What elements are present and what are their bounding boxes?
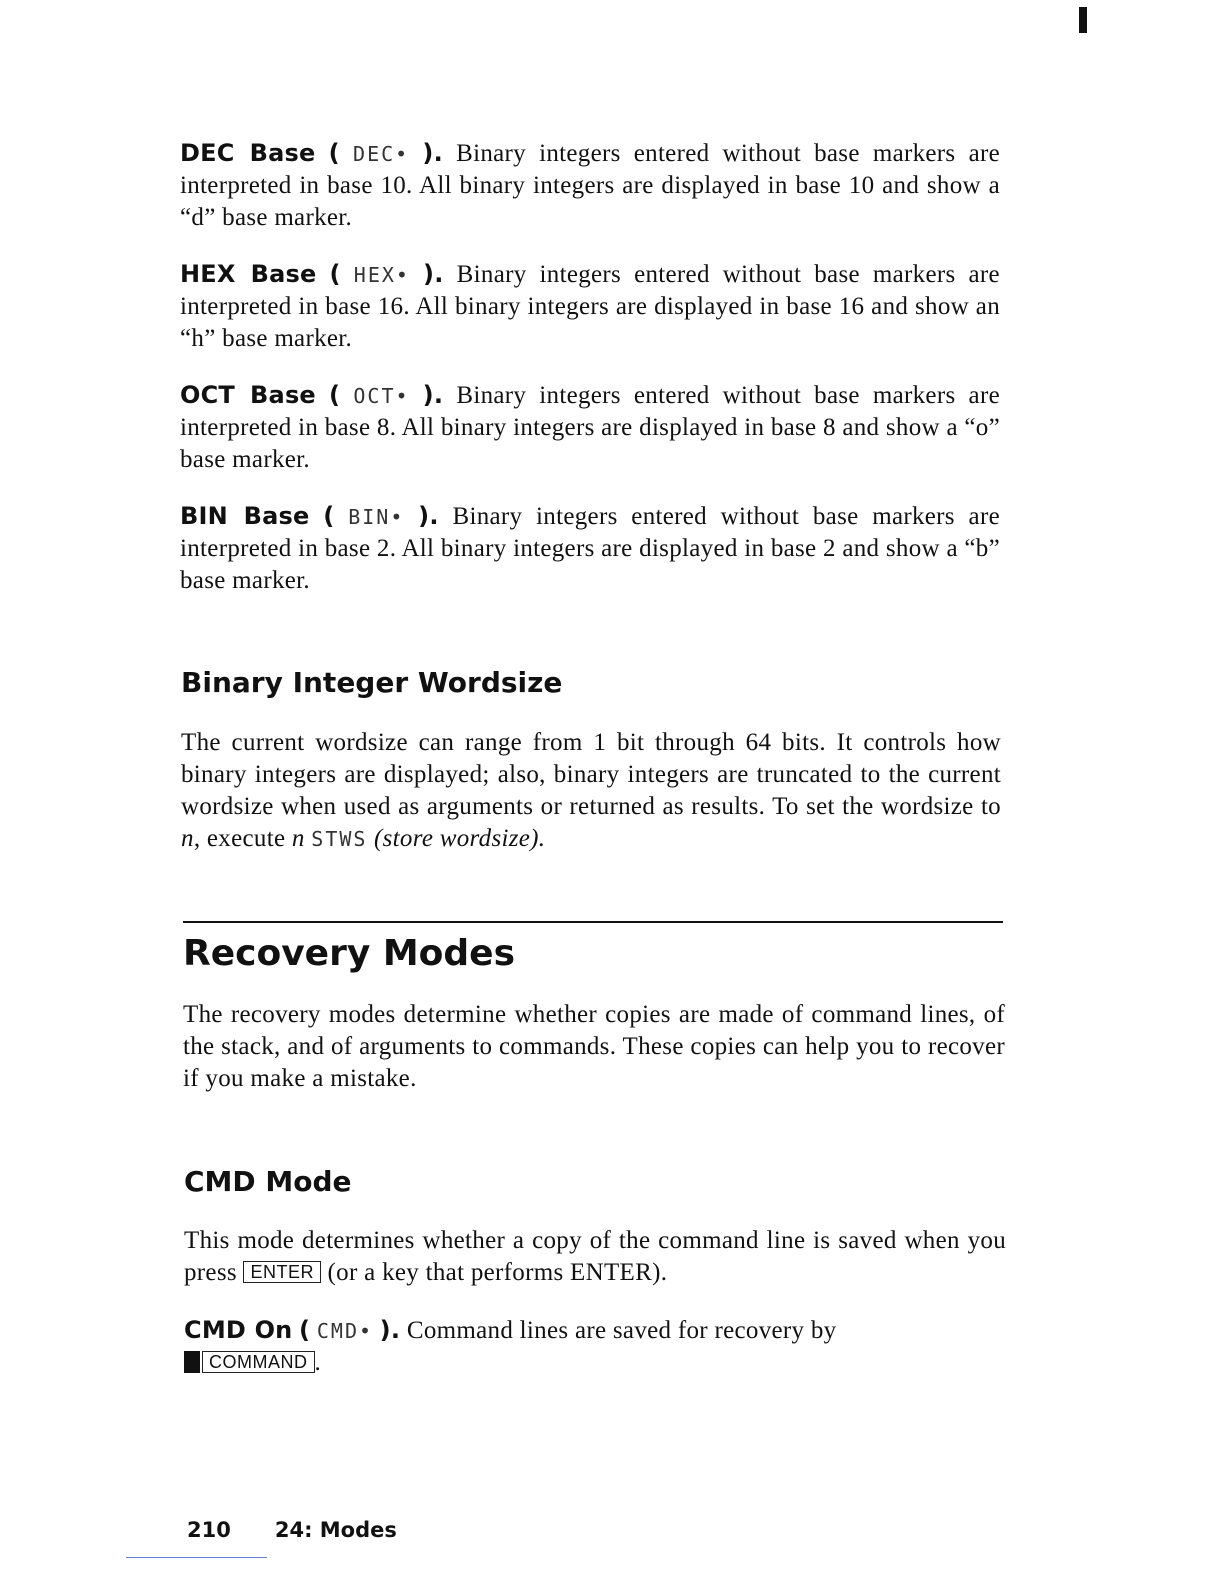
page-number: 210	[187, 1518, 231, 1542]
dec-base-lead: DEC Base	[180, 139, 316, 167]
cmd-on-end: .	[314, 1349, 322, 1376]
wordsize-var-n: n	[181, 825, 194, 852]
command-key: COMMAND	[202, 1351, 315, 1373]
chapter-title: 24: Modes	[274, 1518, 397, 1542]
recovery-paragraph	[183, 999, 1005, 1095]
cmd-mode-text-2: (or a key that performs ENTER).	[327, 1259, 668, 1286]
wordsize-var-n2: n	[291, 825, 305, 852]
cmd-marker: •	[359, 1319, 374, 1343]
page-footer	[187, 1518, 441, 1542]
enter-key: ENTER	[243, 1261, 321, 1283]
cmd-on-paragraph: CMD On ( CMD• ). Command lines are saved for recovery by COMMAND .	[184, 1316, 837, 1376]
dec-display: DEC	[353, 142, 396, 166]
hex-base-paragraph: HEX Base ( HEX• ). Binary integers entered without base markers are interpreted in base 16. All binary integers are displayed in base 16 and show an “h” base marker.	[180, 260, 1000, 352]
cmd-mode-paragraph	[184, 1225, 1006, 1289]
cmd-mode-heading: CMD Mode	[184, 1165, 352, 1198]
wordsize-paragraph	[181, 727, 1001, 855]
oct-base-paragraph: OCT Base ( OCT• ). Binary integers entered without base markers are interpreted in base 8. All binary integers are displayed in base 8 and show a “o” base marker.	[180, 381, 1000, 473]
hex-base-text: Binary integers entered without base markers are interpreted in base 16. All binary integers are displayed in base 16 and show an “h” base marker.	[180, 261, 1000, 352]
oct-base-text: Binary integers entered without base markers are interpreted in base 8. All binary integers are displayed in base 8 and show a “o” base marker.	[180, 382, 1000, 473]
footer-rule	[126, 1557, 267, 1558]
bin-base-lead: BIN Base	[180, 502, 310, 530]
wordsize-text-1: The current wordsize can range from 1 bit through 64 bits. It controls how binary integers are displayed; also, binary integers are truncated to the current wordsize when used as arguments or returned as results. To set the wordsize to	[181, 729, 1001, 820]
recovery-text: The recovery modes determine whether copies are made of command lines, of the stack, and of arguments to commands. These copies can help you to recover if you make a mistake.	[183, 1001, 1005, 1092]
shift-key-icon	[184, 1351, 200, 1373]
section-rule	[183, 921, 1003, 923]
dec-base-text: Binary integers entered without base markers are interpreted in base 10. All binary integers are displayed in base 10 and show a “d” base marker.	[180, 140, 1000, 231]
stws-description: (store wordsize).	[374, 825, 546, 852]
corner-mark	[1079, 7, 1087, 33]
recovery-heading: Recovery Modes	[183, 933, 516, 974]
oct-display: OCT	[353, 384, 396, 408]
bin-base-text: Binary integers entered without base markers are interpreted in base 2. All binary integers are displayed in base 2 and show a “b” base marker.	[180, 503, 1000, 594]
oct-marker: •	[395, 384, 410, 408]
hex-base-lead: HEX Base	[180, 260, 317, 288]
dec-marker: •	[395, 142, 410, 166]
cmd-on-lead: CMD On	[184, 1316, 293, 1344]
cmd-display: CMD	[316, 1319, 359, 1343]
dec-base-paragraph: DEC Base ( DEC• ). Binary integers entered without base markers are interpreted in base 10. All binary integers are displayed in base 10 and show a “d” base marker.	[180, 139, 1000, 231]
bin-base-paragraph: BIN Base ( BIN• ). Binary integers entered without base markers are interpreted in base 2. All binary integers are displayed in base 2 and show a “b” base marker.	[180, 502, 1000, 594]
oct-base-lead: OCT Base	[180, 381, 316, 409]
wordsize-heading: Binary Integer Wordsize	[181, 666, 563, 699]
hex-marker: •	[395, 263, 410, 287]
hex-display: HEX	[353, 263, 396, 287]
bin-display: BIN	[348, 505, 391, 529]
stws-command: STWS	[311, 827, 368, 851]
wordsize-text-2: , execute	[193, 825, 292, 852]
cmd-mode-text-1: This mode determines whether a copy of the command line is saved when you press	[184, 1227, 1006, 1286]
bin-marker: •	[390, 505, 405, 529]
cmd-on-text: Command lines are saved for recovery by	[406, 1317, 837, 1344]
